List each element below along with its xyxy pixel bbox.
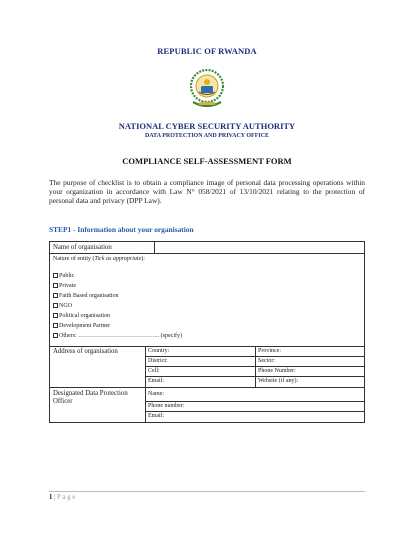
country-heading: REPUBLIC OF RWANDA: [157, 46, 257, 56]
country-field[interactable]: Country:: [148, 348, 170, 354]
checkbox-icon[interactable]: [53, 313, 58, 318]
table-rule: [145, 401, 365, 402]
checkbox-icon[interactable]: [53, 323, 58, 328]
table-rule: [145, 346, 146, 423]
dpo-name-field[interactable]: Name:: [148, 391, 164, 397]
entity-option-ngo[interactable]: NGO: [53, 303, 72, 310]
footer-separator: |: [52, 494, 58, 501]
entity-option-development-partner[interactable]: Development Partner: [53, 323, 110, 330]
tick-hint: Tick as appropriate: [94, 256, 142, 262]
table-rule: [255, 346, 256, 387]
table-rule: [50, 346, 365, 347]
email-field[interactable]: Email:: [148, 378, 164, 384]
checkbox-icon[interactable]: [53, 273, 58, 278]
office-subheading: DATA PROTECTION AND PRIVACY OFFICE: [144, 133, 270, 139]
checkbox-icon[interactable]: [53, 283, 58, 288]
page-word: P a g e: [57, 494, 76, 501]
address-label: Address of organisation: [53, 348, 118, 355]
authority-heading: NATIONAL CYBER SECURITY AUTHORITY: [118, 121, 296, 131]
entity-option-others[interactable]: Others: ………………………………….. (specify): [53, 333, 182, 340]
organisation-info-table: [49, 241, 365, 423]
table-rule: [50, 253, 365, 254]
form-title: COMPLIANCE SELF-ASSESSMENT FORM: [122, 156, 292, 166]
sector-field[interactable]: Sector:: [258, 358, 275, 364]
checkbox-icon[interactable]: [53, 333, 58, 338]
page-number: 1: [49, 494, 53, 501]
name-of-organisation-label: Name of organisation: [53, 244, 112, 251]
dpo-email-field[interactable]: Email:: [148, 413, 164, 419]
footer-divider: [49, 491, 365, 492]
province-field[interactable]: Province:: [258, 348, 281, 354]
step1-heading: STEP1 - Information about your organisation: [49, 225, 194, 234]
page-footer: [49, 494, 75, 501]
phone-number-field[interactable]: Phone Number:: [258, 368, 296, 374]
purpose-paragraph: The purpose of checklist is to obtain a compliance image of personal data processing operations within your organization in accordance with Law N° 058/2021 of 13/10/2021 relating to the protection of personal data and privacy (DPP Law).: [49, 178, 365, 206]
entity-option-private[interactable]: Private: [53, 283, 76, 290]
checkbox-icon[interactable]: [53, 303, 58, 308]
dpo-label: Designated Data Protection Officer: [53, 390, 128, 405]
district-field[interactable]: District:: [148, 358, 168, 364]
table-rule: [50, 387, 365, 388]
table-rule: [154, 242, 155, 253]
nature-of-entity-label: Nature of entity (Tick as appropriate):: [53, 256, 145, 262]
cell-field[interactable]: Cell:: [148, 368, 160, 374]
entity-option-faith-based[interactable]: Faith Based organisation: [53, 293, 119, 300]
dpo-phone-field[interactable]: Phone number:: [148, 403, 185, 409]
website-field[interactable]: Website (if any):: [258, 378, 299, 384]
entity-option-political[interactable]: Political organisation: [53, 313, 110, 320]
entity-option-public[interactable]: Public: [53, 273, 74, 280]
name-of-organisation-field[interactable]: [156, 243, 362, 252]
checkbox-icon[interactable]: [53, 293, 58, 298]
rwanda-coat-of-arms-icon: [183, 66, 231, 110]
table-rule: [145, 411, 365, 412]
